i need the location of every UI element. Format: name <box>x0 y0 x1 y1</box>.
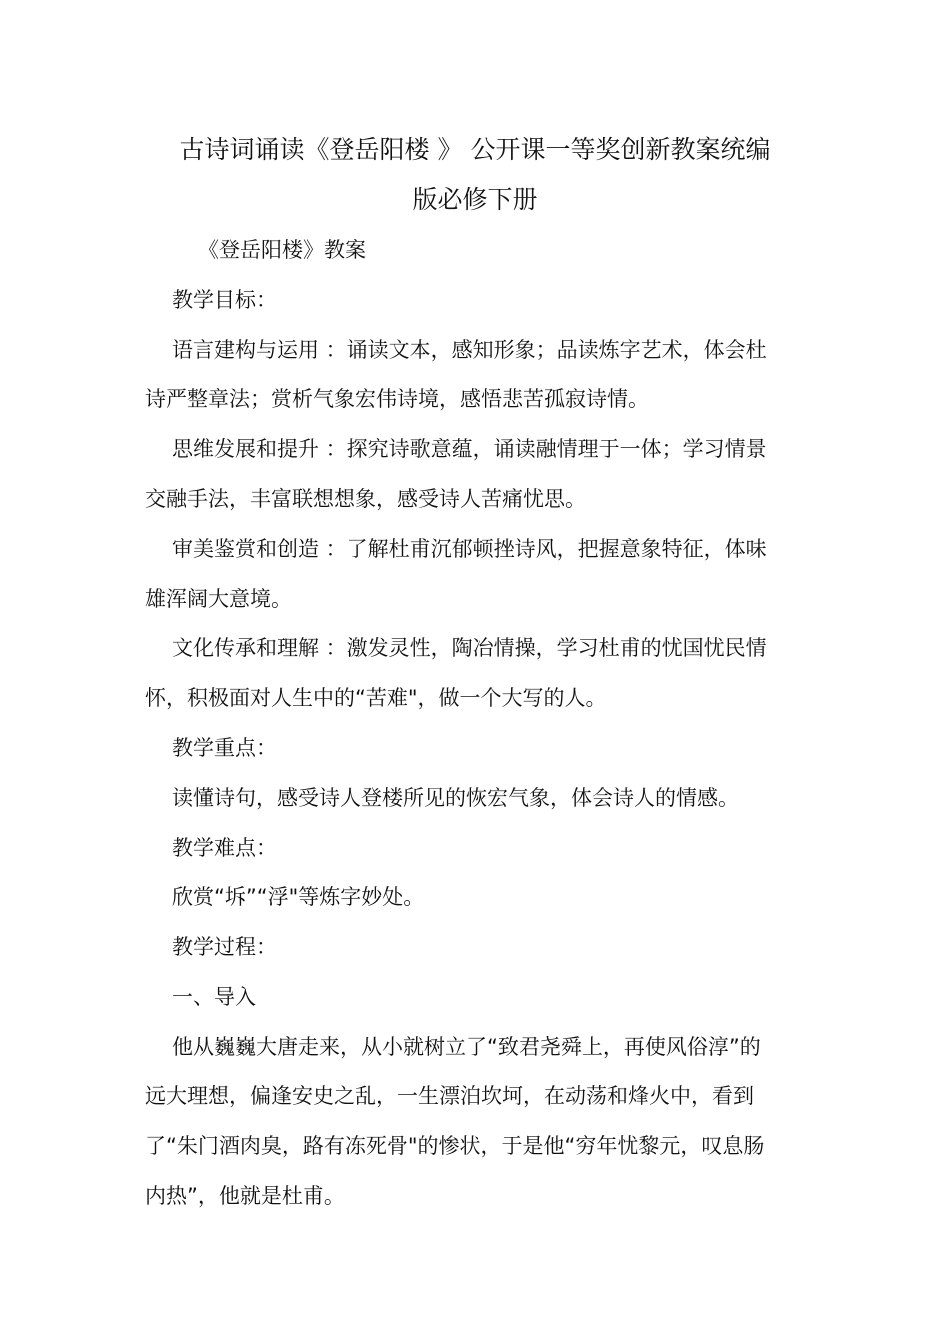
intro-paragraph-line-2: 远大理想，偏逢安史之乱，一生漂泊坎坷，在动荡和烽火中，看到 <box>145 1084 754 1108</box>
key-points-heading: 教学重点： <box>172 736 277 760</box>
objective-language-line-2: 诗严整章法；赏析气象宏伟诗境，感悟悲苦孤寂诗情。 <box>145 387 649 411</box>
difficulty-heading: 教学难点： <box>172 836 277 860</box>
intro-paragraph-line-1: 他从巍巍大唐走来，从小就树立了“致君尧舜上，再使风俗淳”的 <box>172 1035 761 1059</box>
objective-aesthetic-line-2: 雄浑阔大意境。 <box>145 587 292 611</box>
intro-paragraph-line-3: 了“朱门酒肉臭，路有冻死骨"的惨状，于是他“穷年忧黎元，叹息肠 <box>145 1134 765 1158</box>
document-title-line-1: 古诗词诵读《登岳阳楼 》 公开课一等奖创新教案统编 <box>179 135 771 164</box>
objective-thinking-line-1: 思维发展和提升 ：探究诗歌意蕴，诵读融情理于一体；学习情景 <box>172 437 767 461</box>
objective-aesthetic-line-1: 审美鉴赏和创造 ：了解杜甫沉郁顿挫诗风，把握意象特征，体味 <box>172 537 767 561</box>
intro-paragraph-line-4: 内热”，他就是杜甫。 <box>145 1184 345 1208</box>
objective-language-line-1: 语言建构与运用 ：诵读文本，感知形象；品读炼字艺术，体会杜 <box>172 338 767 362</box>
key-points-text: 读懂诗句，感受诗人登楼所见的恢宏气象，体会诗人的情感。 <box>172 786 739 810</box>
difficulty-text: 欣赏“坼”“浮"等炼字妙处。 <box>172 885 425 909</box>
objectives-heading: 教学目标： <box>172 288 277 312</box>
objective-culture-line-2: 怀，积极面对人生中的“苦难"，做一个大写的人。 <box>145 686 607 710</box>
lesson-plan-subtitle: 《登岳阳楼》教案 <box>198 238 366 262</box>
objective-thinking-line-2: 交融手法，丰富联想想象，感受诗人苦痛忧思。 <box>145 487 586 511</box>
section-intro-heading: 一、导入 <box>172 985 256 1009</box>
document-title-line-2: 版必修下册 <box>412 185 538 214</box>
objective-culture-line-1: 文化传承和理解 ：激发灵性，陶冶情操，学习杜甫的忧国忧民情 <box>172 636 767 660</box>
process-heading: 教学过程： <box>172 935 277 959</box>
